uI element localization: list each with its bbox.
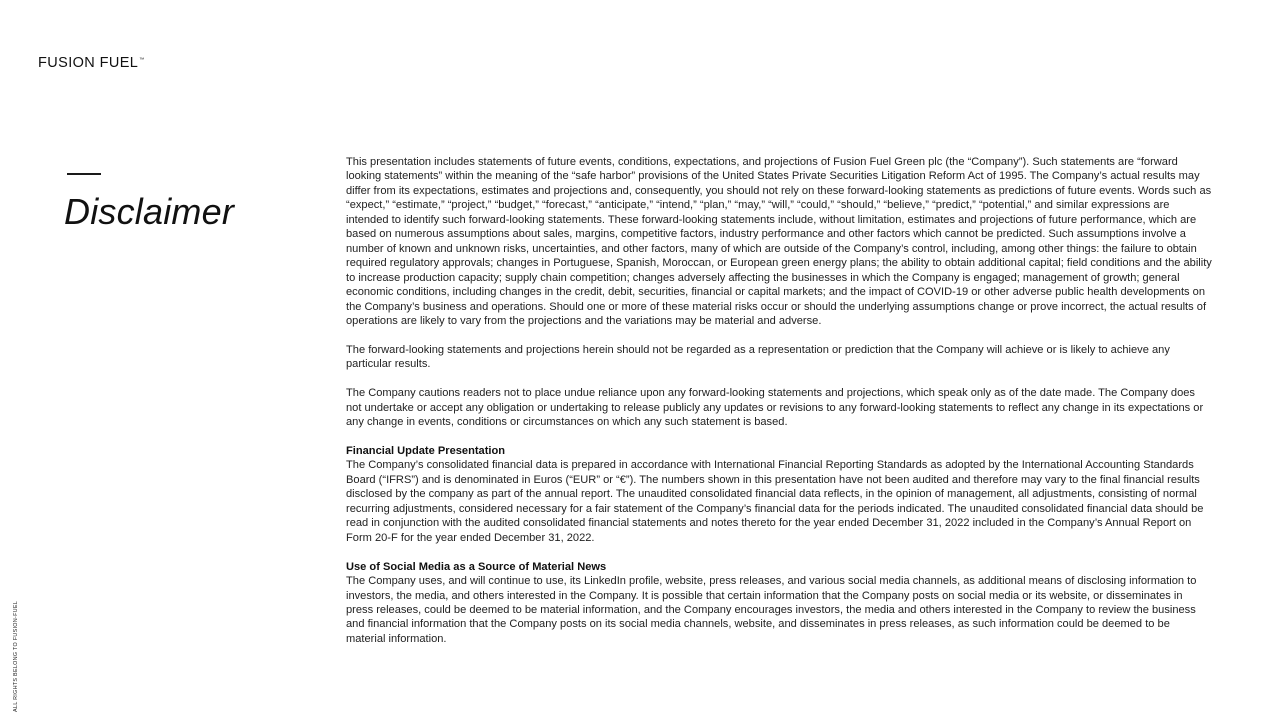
page-title: Disclaimer bbox=[64, 191, 235, 232]
financial-update-section bbox=[346, 444, 1212, 545]
logo-trademark: ™ bbox=[139, 57, 145, 64]
logo-text: FUSION FUEL bbox=[38, 55, 139, 71]
financial-update-text: The Company’s consolidated financial data is prepared in accordance with International Financial Reporting Standards as adopted by the International Accounting Standards Board (“IFRS”) and is denominated in Euros (“EUR” or “€”). The numbers shown in this presentation have not been audited and therefore may vary to the final financial results disclosed by the company as part of the annual report. The unaudited consolidated financial data reflects, in the opinion of management, all adjustments, consisting of normal recurring adjustments, considered necessary for a fair statement of the Company’s financial data for the periods indicated. The unaudited consolidated financial data should be read in conjunction with the audited consolidated financial statements and notes thereto for the year ended December 31, 2022 included in the Company’s Annual Report on Form 20-F for the year ended December 31, 2022. bbox=[346, 459, 1204, 544]
disclaimer-body bbox=[346, 155, 1212, 661]
not-representation-paragraph: The forward-looking statements and projections herein should not be regarded as a representation or prediction that the Company will achieve or is likely to achieve any particular results. bbox=[346, 343, 1170, 371]
social-media-section bbox=[346, 560, 1212, 647]
social-media-heading: Use of Social Media as a Source of Material News bbox=[346, 560, 607, 573]
title-rule bbox=[67, 173, 101, 175]
company-logo bbox=[38, 55, 145, 71]
rights-footer: ALL RIGHTS BELONG TO FUSION-FUEL bbox=[13, 600, 19, 712]
cautions-paragraph: The Company cautions readers not to place undue reliance upon any forward-looking statements and projections, which speak only as of the date made. The Company does not undertake or accept any obligation or undertaking to release publicly any updates or revisions to any forward-looking statements to reflect any change in its expectations or any change in events, conditions or circumstances on which any such statement is based. bbox=[346, 387, 1204, 429]
financial-update-heading: Financial Update Presentation bbox=[346, 445, 506, 458]
social-media-text: The Company uses, and will continue to use, its LinkedIn profile, website, press releases, and various social media channels, as additional means of disclosing information to investors, the media, and others interested in the Company. It is possible that certain information that the Company posts on social media or its website, or disseminates in press releases, could be deemed to be material information, and the Company encourages investors, the media and others interested in the Company to review the business and financial information that the Company posts on its social media channels, website, and disseminates in press releases, as such information could be deemed to be material information. bbox=[346, 575, 1197, 645]
forward-looking-paragraph: This presentation includes statements of future events, conditions, expectations, and projections of Fusion Fuel Green plc (the “Company”). Such statements are “forward looking statements” within the meaning of the “safe harbor” provisions of the United States Private Securities Litigation Reform Act of 1995. The Company’s actual results may differ from its expectations, estimates and projections and, consequently, you should not rely on these forward-looking statements as predictions of future events. Words such as “expect,” “estimate,” “project,” “budget,” “forecast,” “anticipate,” “intend,” “plan,” “may,” “will,” “could,” “should,” “believe,” “predict,” “potential,” and similar expressions are intended to identify such forward-looking statements. These forward-looking statements include, without limitation, estimates and projections of future performance, which are based on numerous assumptions about sales, margins, competitive factors, industry performance and other factors which cannot be predicted. Such assumptions involve a number of known and unknown risks, uncertainties, and other factors, many of which are outside of the Company’s control, including, among other things: the failure to obtain required regulatory approvals; changes in Portuguese, Spanish, Moroccan, or European green energy plans; the ability to obtain additional capital; field conditions and the ability to increase production capacity; supply chain competition; changes adversely affecting the businesses in which the Company is engaged; management of growth; general economic conditions, including changes in the credit, debit, securities, financial or capital markets; and the impact of COVID-19 or other adverse public health developments on the Company’s business and operations. Should one or more of these material risks occur or should the underlying assumptions change or prove incorrect, the actual results of operations are likely to vary from the projections and the variations may be material and adverse. bbox=[346, 156, 1212, 327]
